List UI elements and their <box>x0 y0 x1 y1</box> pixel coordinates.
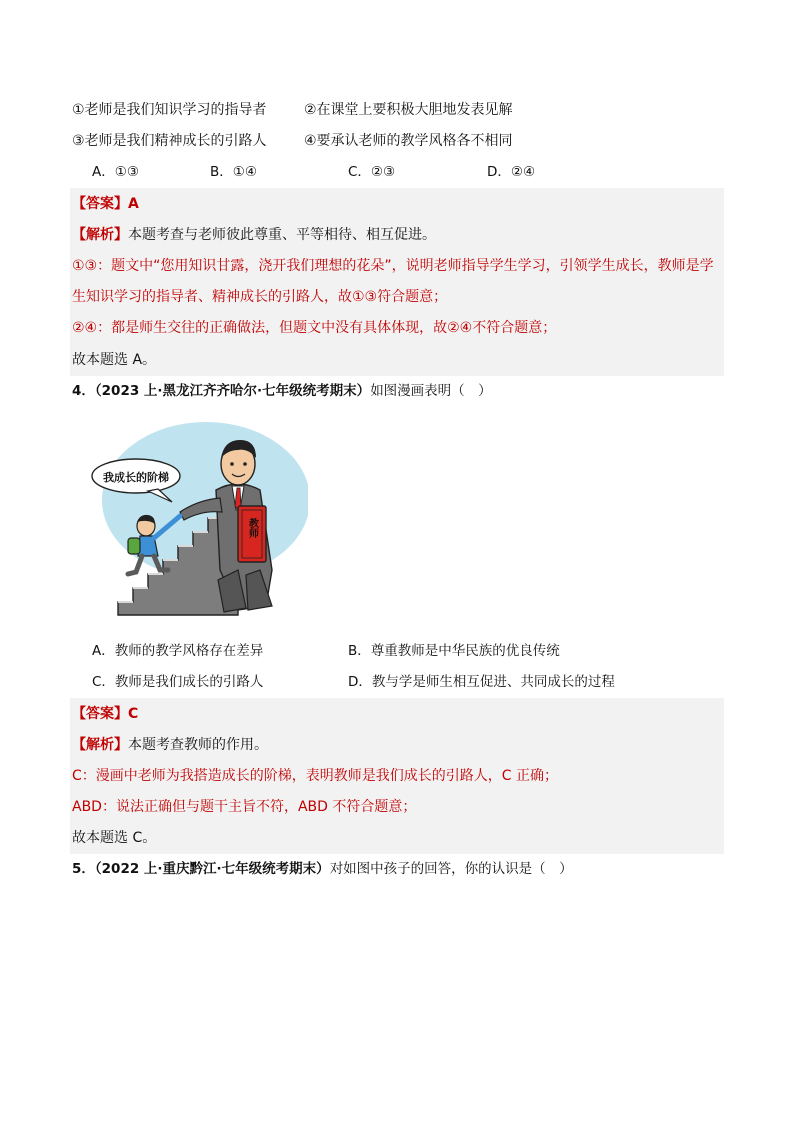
q4-analysis-intro <box>72 735 268 755</box>
q5-text: 对如图中孩子的回答，你的认识是（ ） <box>329 861 573 877</box>
q4-source: （2023 上·黑龙江齐齐哈尔·七年级统考期末） <box>94 383 371 399</box>
statement-4: ④要承认老师的教学风格各不相同 <box>304 133 513 149</box>
q5-stem <box>72 859 573 879</box>
q4-number: 4． <box>72 383 95 399</box>
q5-source: （2022 上·重庆黔江·七年级统考期末） <box>94 861 330 877</box>
q4-analysis-line-2: ABD：说法正确但与题干主旨不符，ABD 不符合题意； <box>72 799 417 815</box>
answer-tag: 【答案】 <box>72 706 128 722</box>
statement-3: ③老师是我们精神成长的引路人 <box>72 133 267 149</box>
q3-analysis-line-3: ②④：都是师生交往的正确做法，但题文中没有具体体现，故②④不符合题意； <box>72 320 557 336</box>
q4-analysis-line-1: C：漫画中老师为我搭造成长的阶梯，表明教师是我们成长的引路人，C 正确； <box>72 768 558 784</box>
q4-stem <box>72 381 492 401</box>
q5-number: 5． <box>72 861 95 877</box>
answer-value: A <box>128 196 139 212</box>
answer-value: C <box>128 706 139 722</box>
q3-option-b: B．①④ <box>210 164 257 180</box>
answer-tag: 【答案】 <box>72 196 128 212</box>
analysis-intro-text: 本题考查教师的作用。 <box>128 737 268 753</box>
q3-analysis-intro <box>72 225 436 245</box>
bubble-text: 我成长的阶梯 <box>103 471 169 484</box>
statement-2: ②在课堂上要积极大胆地发表见解 <box>304 102 513 118</box>
q3-analysis-line-2: 生知识学习的指导者、精神成长的引路人，故①③符合题意； <box>72 289 448 305</box>
q3-option-d: D．②④ <box>487 164 536 180</box>
analysis-tag: 【解析】 <box>72 737 128 753</box>
analysis-intro-text: 本题考查与老师彼此尊重、平等相待、相互促进。 <box>128 227 436 243</box>
q4-option-a: A．教师的教学风格存在差异 <box>92 643 264 659</box>
q4-text: 如图漫画表明（ ） <box>370 383 492 399</box>
cartoon-teacher-stairs <box>88 420 308 620</box>
q4-answer <box>72 704 138 724</box>
q3-option-a: A．①③ <box>92 164 139 180</box>
analysis-tag: 【解析】 <box>72 227 128 243</box>
q4-option-d: D．教与学是师生相互促进、共同成长的过程 <box>348 674 615 690</box>
statement-1: ①老师是我们知识学习的指导者 <box>72 102 267 118</box>
q3-analysis-line-1: ①③：题文中“您用知识甘露，浇开我们理想的花朵”，说明老师指导学生学习，引领学生成长，教师是学 <box>72 258 714 274</box>
q3-answer-panel <box>70 188 724 376</box>
q3-option-c: C．②③ <box>348 164 396 180</box>
q4-option-b: B．尊重教师是中华民族的优良传统 <box>348 643 560 659</box>
q4-conclusion: 故本题选 C。 <box>72 830 157 846</box>
q4-option-c: C．教师是我们成长的引路人 <box>92 674 264 690</box>
q3-answer <box>72 194 139 214</box>
book-label: 教师 <box>246 518 258 538</box>
q3-conclusion: 故本题选 A。 <box>72 352 157 368</box>
